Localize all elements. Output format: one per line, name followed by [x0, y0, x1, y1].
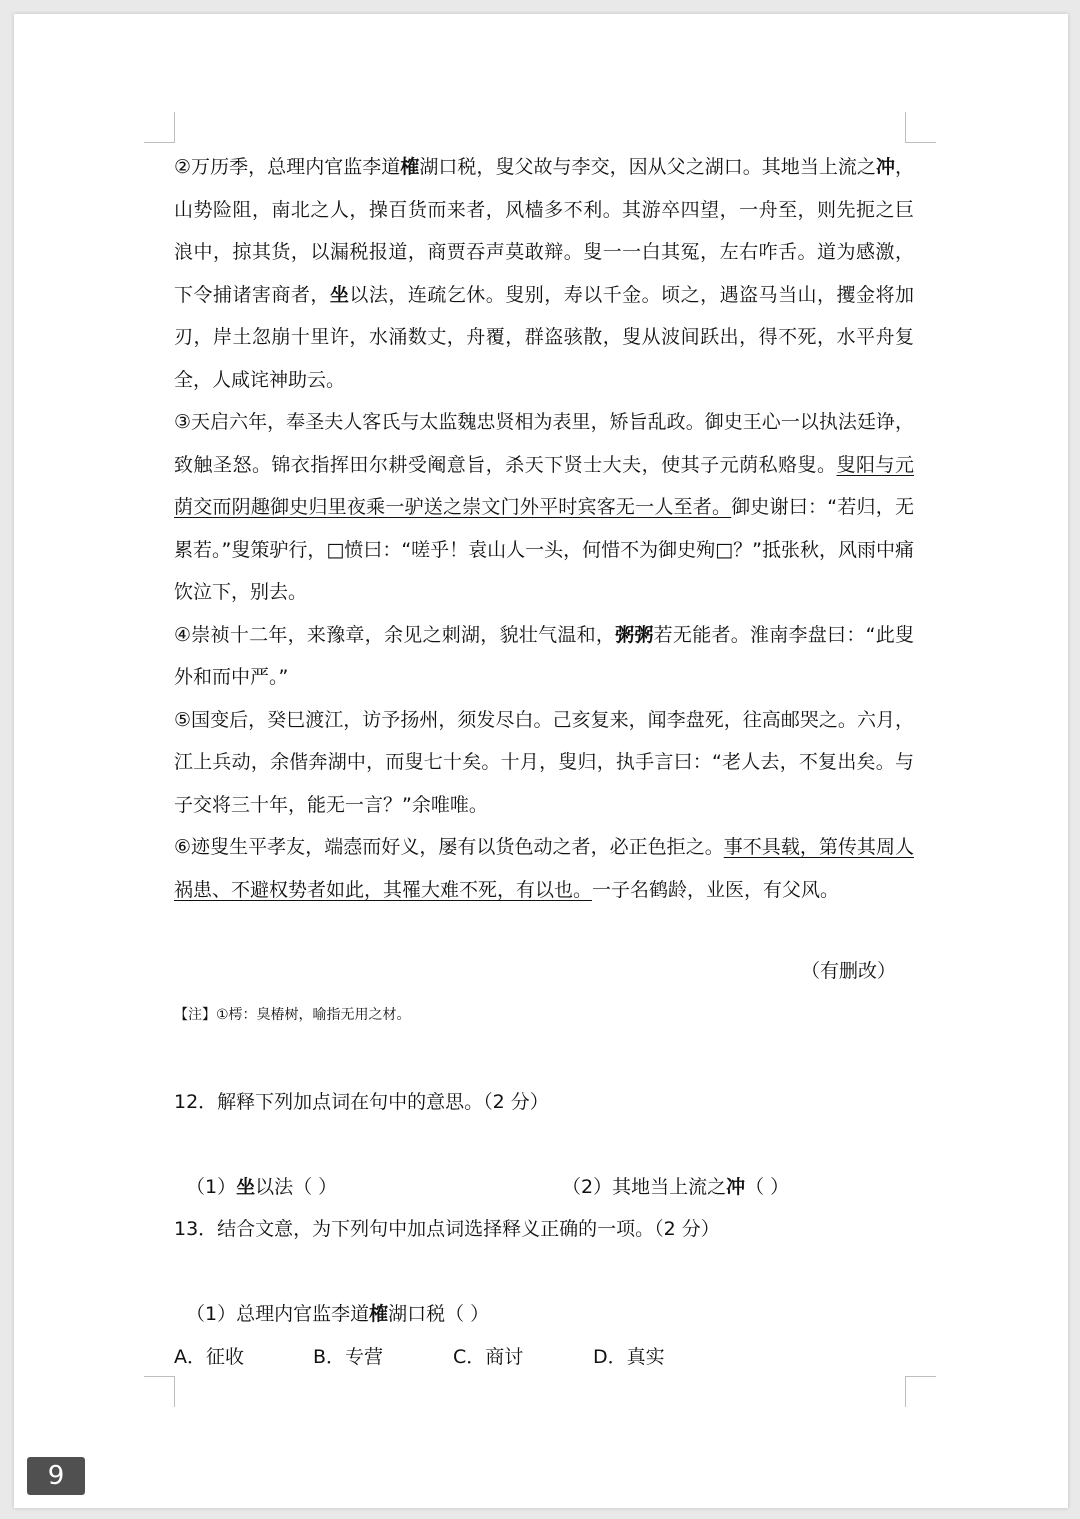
option-d[interactable]: D．真实: [593, 1346, 665, 1368]
dotted-word-chong: 冲: [875, 156, 895, 178]
document-page: [14, 14, 1068, 1508]
annotation: 【注】①樗：臭椿树，喻指无用之材。: [174, 1007, 411, 1023]
paragraph-3: ③天启六年，奉圣夫人客氏与太监魏忠贤相为表里，矫旨乱政。御史王心一以执法廷诤，致触圣怒。锦衣指挥田尔耕受阉意旨，杀天下贤士大夫，使其子元荫私赂叟。叟阳与元荫交而阴趣御史归里夜乘一驴送之崇文门外平时宾客无一人至者。御史谢曰：“若归，无累若。”叟策驴行，□愤曰：“嗟乎！袁山人一头，何惜不为御史殉□？”抵张秋，风雨中痛饮泣下，别去。: [174, 411, 914, 603]
dotted-word-que: 榷: [400, 156, 420, 178]
dotted-word-zuo: 坐: [329, 283, 350, 306]
question-13-item-1: （1）总理内官监李道榷湖口税（ ）: [186, 1303, 490, 1325]
option-a[interactable]: A．征收: [174, 1346, 244, 1368]
option-c[interactable]: C．商讨: [453, 1346, 524, 1368]
crop-mark-bottom-left: [144, 1376, 175, 1407]
paragraph-5: ⑤国变后，癸巳渡江，访予扬州，须发尽白。己亥复来，闻李盘死，往高邮哭之。六月，江上兵动，余偕奔湖中，而叟七十矣。十月，叟归，执手言曰：“老人去，不复出矣。与子交将三十年，能无一言？”余唯唯。: [174, 708, 914, 816]
underlined-sentence-2: 事不具载，第传其周人祸患、不避权势者如此，其罹大难不死，有以也。: [174, 836, 914, 901]
question-12-item-1: （1）坐以法（ ）: [186, 1176, 338, 1198]
option-b[interactable]: B．专营: [313, 1346, 384, 1368]
paragraph-2: ②万历季，总理内官监李道榷湖口税，叟父故与李交，因从父之湖口。其地当上流之冲，山势险阻，南北之人，操百货而来者，风樯多不利。其游卒四望，一舟至，则先扼之巨浪中，掠其货，以漏税报道，商贾吞声莫敢辩。叟一一白其冤，左右咋舌。道为感激，下令捕诸害商者，坐以法，连疏乞休。叟别，寿以千金。顷之，遇盗马当山，攫金将加刃，岸土忽崩十里许，水涌数丈，舟覆，群盗骇散，叟从波间跃出，得不死，水平舟复全，人咸诧神助云。: [174, 156, 914, 391]
crop-mark-top-right: [905, 112, 936, 143]
paragraph-6: ⑥迹叟生平孝友，端悫而好义，屡有以货色动之者，必正色拒之。事不具载，第传其周人祸患、不避权势者如此，其罹大难不死，有以也。一子名鹤龄，业医，有父风。: [174, 836, 914, 901]
question-12-title: 12．解释下列加点词在句中的意思。（2 分）: [174, 1091, 549, 1113]
crop-mark-bottom-right: [905, 1376, 936, 1407]
source-note: （有删改）: [800, 960, 896, 982]
dotted-word-zhouzhou: 粥粥: [615, 623, 654, 646]
underlined-sentence-1: 叟阳与元荫交而阴趣御史归里夜乘一驴送之崇文门外平时宾客无一人至者。: [174, 453, 914, 518]
page-number-badge: 9: [27, 1457, 85, 1495]
question-13-title: 13．结合文意，为下列句中加点词选择释义正确的一项。（2 分）: [174, 1218, 720, 1240]
passage: [174, 146, 914, 911]
paragraph-4: ④崇祯十二年，来豫章，余见之刺湖，貌壮气温和，粥粥若无能者。淮南李盘曰：“此叟外和而中严。”: [174, 623, 914, 688]
crop-mark-top-left: [144, 112, 175, 143]
question-12-item-2: （2）其地当上流之冲（ ）: [562, 1176, 790, 1198]
